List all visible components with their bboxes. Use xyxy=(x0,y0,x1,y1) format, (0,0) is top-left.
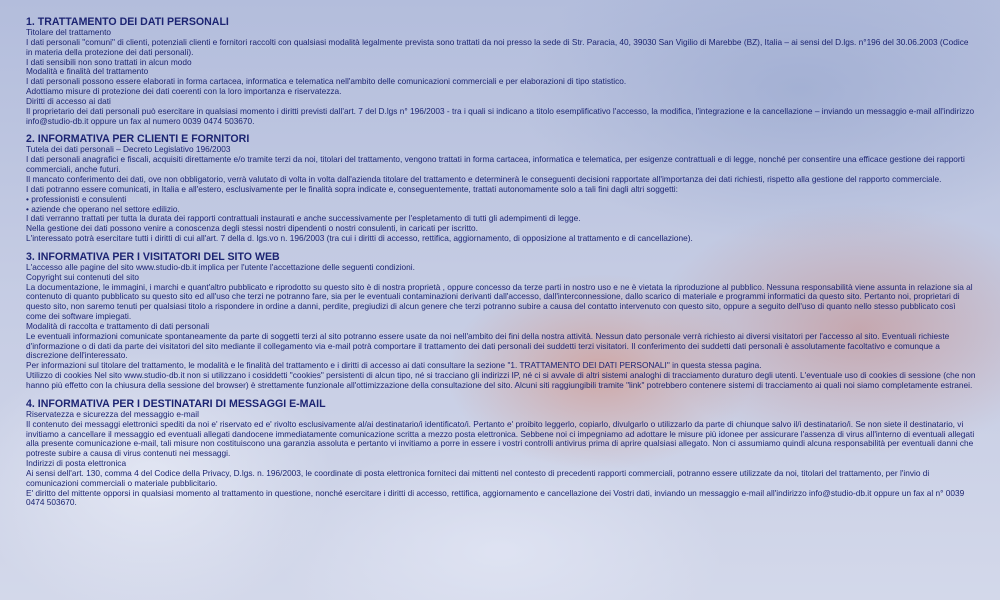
paragraph: I dati potranno essere comunicati, in Italia e all'estero, esclusivamente per le finalità sopra indicate e, conseguentemente, trattati autonomamente solo a tali fini dagli altri soggetti: xyxy=(26,183,678,194)
paragraph: I dati sensibili non sono trattati in alcun modo xyxy=(26,56,192,67)
paragraph: La documentazione, le immagini, i marchi e quant'altro pubblicato e riprodotto su questo sito è di nostra proprietà , oppure concesso da terze parti in nostro uso e ne è vietata la riproduzione al pubblico. Nessuna responsabilità viene assunta in relazione sia al contenuto di quanto pubblicato su questo sito ed all'uso che terzi ne potranno fare, sia per le eventuali contaminazioni derivanti dall'accesso, dall'interconnessione, dallo scarico di materiale e programmi informatici da questo sito. Pertanto noi, proprietari di questo sito, non saremo tenuti per qualsiasi titolo a rispondere in ordine a danni, perdite, pregiudizi di alcun genere che terzi potranno subire a causa del contatto intervenuto con questo sito, oppure a seguito dell'uso di quanto nello stesso pubblicato così come dei software impiegati. xyxy=(26,281,973,322)
paragraph: I dati verranno trattati per tutta la durata dei rapporti contrattuali instaurati e anche successivamente per l'espletamento di tutti gli adempimenti di legge. xyxy=(26,213,581,224)
subheading: Modalità e finalità del trattamento xyxy=(26,66,149,77)
subheading: Titolare del trattamento xyxy=(26,27,112,37)
bullet-item: • professionisti e consulenti xyxy=(26,195,976,205)
subheading: Indirizzi di posta elettronica xyxy=(26,458,127,469)
paragraph: Ai sensi dell'art. 130, comma 4 del Codice della Privacy, D.lgs. n. 196/2003, le coordinate di posta elettronica forniteci dai mittenti nel contesto di precedenti rapporti commerciali, potranno essere utilizzate da noi, titolari del trattamento, per l'invio di comunicazioni commerciali o materiale pubblicitario. xyxy=(26,467,930,488)
paragraph: I dati personali "comuni" di clienti, potenziali clienti e fornitori raccolti con qualsiasi modalità legalmente prevista sono trattati da noi presso la sede di Str. Paracia, 40, 39030 San Vigilio di Marebbe (BZ), Italia – ai sensi del D.lgs. n°196 del 30.06.2003 (Codice in materia della protezione dei dati personali). xyxy=(26,36,969,57)
bullet-list xyxy=(26,195,976,215)
subheading: Diritti di accesso ai dati xyxy=(26,95,111,106)
bullet-item: • aziende che operano nel settore edilizio. xyxy=(26,205,976,215)
section-clienti-fornitori xyxy=(26,133,976,243)
section-destinatari-email xyxy=(26,398,976,508)
section-trattamento-dati xyxy=(26,16,976,126)
paragraph: Il mancato conferimento dei dati, ove non obbligatorio, verrà valutato di volta in volta dall'azienda titolare del trattamento e determinerà le conseguenti decisioni rapportate all'importanza dei dati richiesti, rispetto alla gestione del rapporto commerciale. xyxy=(26,173,942,184)
paragraph: Utilizzo di cookies Nel sito www.studio-db.it non si utilizzano i cosiddetti "cookies" persistenti di alcun tipo, né si tracciano gli indirizzi IP, né ci si avvale di altri sistemi analoghi di tracciamento duraturo degli utenti. L'eventuale uso di cookies di sessione (che non hanno più effetto con la chiusura della sessione del browser) è strettamente funzionale all'ottimizzazione della consultazione del sito. Alcuni siti raggiungibili tramite "link" potrebbero contenere sistemi di tracciamento ai quali noi siamo completamente estranei. xyxy=(26,370,976,390)
section-title: 3. INFORMATIVA PER I VISITATORI DEL SITO WEB xyxy=(26,250,280,263)
subheading: Copyright sui contenuti del sito xyxy=(26,271,139,282)
section-title: 4. INFORMATIVA PER I DESTINATARI DI MESSAGGI E-MAIL xyxy=(26,397,326,410)
section-visitatori-sito xyxy=(26,251,976,391)
paragraph: Adottiamo misure di protezione dei dati coerenti con la loro importanza e riservatezza. xyxy=(26,86,342,97)
paragraph: E' diritto del mittente opporsi in qualsiasi momento al trattamento in questione, nonché esercitare i diritti di accesso, rettifica, aggiornamento e cancellazione dei Vostri dati, inviando un messaggio e-mail all'indirizzo info@studio-db.it oppure un fax al n° 0039 0474 503670. xyxy=(26,487,965,508)
subheading: Riservatezza e sicurezza del messaggio e-mail xyxy=(26,408,199,419)
paragraph: Per informazioni sul titolare del trattamento, le modalità e le finalità del trattamento e i diritti di accesso ai dati consultare la sezione "1. TRATTAMENTO DEI DATI PERSONALI" in questa stessa pagina. xyxy=(26,360,762,371)
section-title: 2. INFORMATIVA PER CLIENTI E FORNITORI xyxy=(26,133,250,146)
subheading: Tutela dei dati personali – Decreto Legislativo 196/2003 xyxy=(26,144,231,155)
paragraph: I dati personali anagrafici e fiscali, acquisiti direttamente e/o tramite terzi da noi, titolari del trattamento, vengono trattati in forma cartacea, informatica e telematica, per esigenze contrattuali e di legge, nonché per consentire una efficace gestione dei rapporti commerciali, anche futuri. xyxy=(26,154,965,175)
paragraph: Le eventuali informazioni comunicate spontaneamente da parte di soggetti terzi al sito potranno essere usate da noi nell'ambito dei fini della nostra attività. Nessun dato personale verrà richiesto ai diversi visitatori per l'accesso al sito. Eventuali richieste d'informazione o di dati da parte dei visitatori del sito mediante il collegamento via e-mail potrà comportare il trattamento dei dati personali dei suddetti terzi visitatori. Il conferimento dei suddetti dati personali è assolutamente facoltativo e comunque a discrezione dell'interessato. xyxy=(26,330,950,361)
privacy-content xyxy=(26,16,976,515)
paragraph: Nella gestione dei dati possono venire a conoscenza degli stessi nostri dipendenti o nostri consulenti, in caricati per iscritto. xyxy=(26,223,478,234)
subheading: Modalità di raccolta e trattamento di dati personali xyxy=(26,320,210,331)
paragraph: L'interessato potrà esercitare tutti i diritti di cui all'art. 7 della d. lgs.vo n. 196/2003 (tra cui i diritti di accesso, rettifica, aggiornamento, di opposizione al trattamento e di cancellazione). xyxy=(26,233,693,244)
paragraph: I dati personali possono essere elaborati in forma cartacea, informatica e telematica nell'ambito delle comunicazioni commerciali e per elaborazioni di tipo statistico. xyxy=(26,76,627,87)
paragraph: Il contenuto dei messaggi elettronici spediti da noi e' riservato ed e' rivolto esclusivamente al/ai destinatario/i identificato/i. Pertanto e' proibito leggerlo, copiarlo, divulgarlo o utilizzarlo da parte di chiunque salvo il/i destinatario/i. Se non siete il destinatario, vi invitiamo a cancellare il messaggio ed eventuali allegati dandocene immediatamente comunicazione scritta a mezzo posta elettronica. Sebbene noi ci impegniamo ad adottare le misure più idonee per assicurare l'assenza di virus all'interno di eventuali allegati alla presente comunicazione e-mail, tali misure non costituiscono una garanzia assoluta e pertanto vi invitiamo a porre in essere i vostri controlli antivirus prima di aprire qualsiasi allegato. Non ci assumiamo quindi alcuna responsabilità per eventuali danni che potreste subire a causa di virus contenuti nei messaggi. xyxy=(26,418,975,459)
paragraph: L'accesso alle pagine del sito www.studio-db.it implica per l'utente l'accettazione delle seguenti condizioni. xyxy=(26,261,415,272)
paragraph: Il proprietario dei dati personali può esercitare in qualsiasi momento i diritti previsti dall'art. 7 del D.lgs n° 196/2003 - tra i quali si indicano a titolo esemplificativo l'accesso, la modifica, l'integrazione e la cancellazione – inviando un messaggio e-mail all'indirizzo info@studio-db.it oppure un fax al numero 0039 0474 503670. xyxy=(26,105,975,126)
section-title: 1. TRATTAMENTO DEI DATI PERSONALI xyxy=(26,16,229,28)
